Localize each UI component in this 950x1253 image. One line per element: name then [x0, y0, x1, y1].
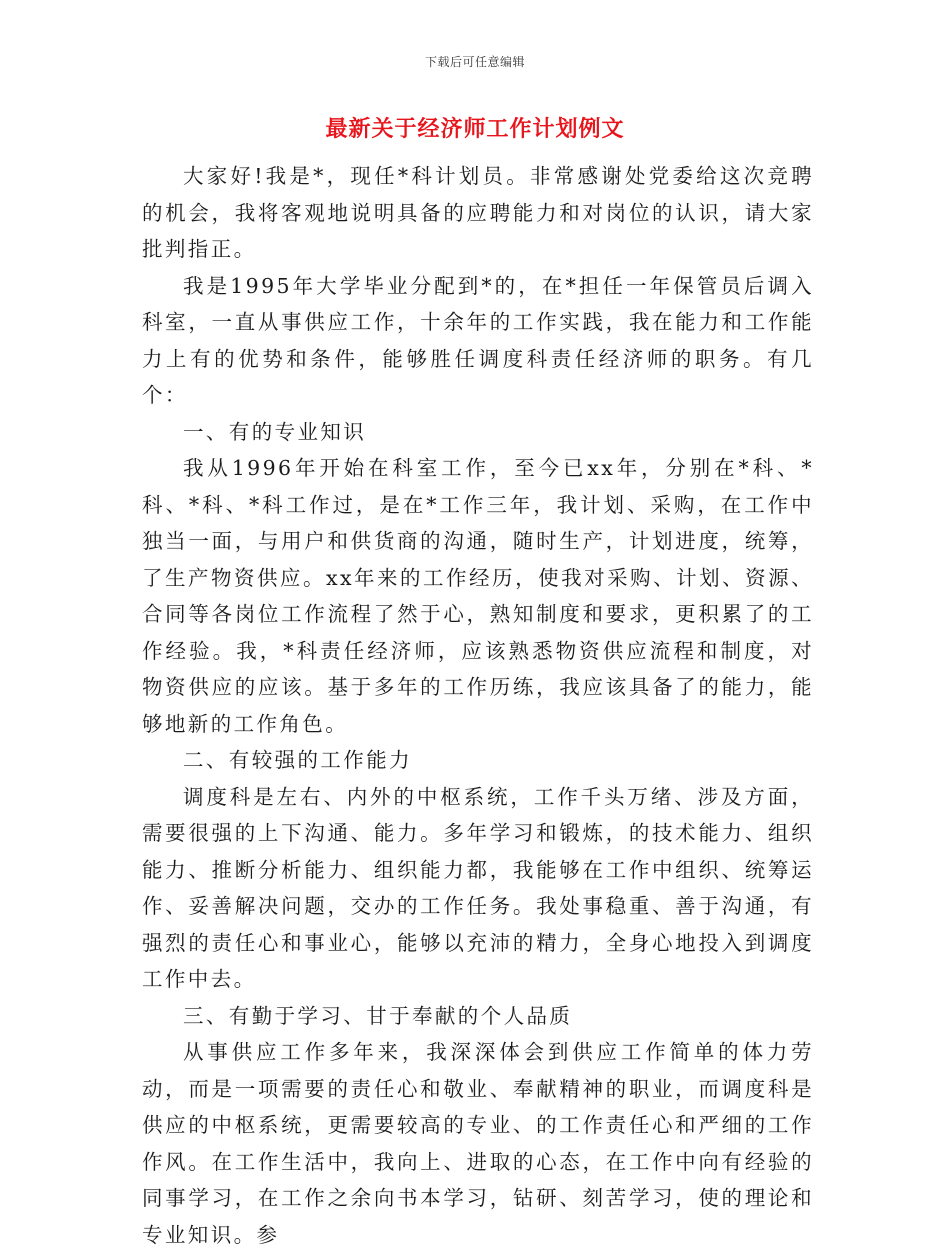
paragraph-quality: 从事供应工作多年来，我深深体会到供应工作简单的体力劳动，而是一项需要的责任心和敬业、奉献精神的职业，而调度科是供应的中枢系统，更需要较高的专业、的工作责任心和严细的工作作风。在工作生活中，我向上、进取的心态，在工作中向有经验的同事学习，在工作之余向书本学习，钻研、刻苦学习，使的理论和专业知识。参 [142, 1040, 814, 1247]
document-body [142, 158, 814, 1253]
paragraph-ability: 调度科是左右、内外的中枢系统，工作千头万绪、涉及方面，需要很强的上下沟通、能力。多年学习和锻炼，的技术能力、组织能力、推断分析能力、组织能力都，我能够在工作中组织、统筹运作、妥善解决问题，交办的工作任务。我处事稳重、善于沟通，有强烈的责任心和事业心，能够以充沛的精力，全身心地投入到调度工作中去。 [142, 784, 814, 991]
section-heading-1: 一、有的专业知识 [183, 419, 367, 444]
paragraph-background: 我是1995年大学毕业分配到*的，在*担任一年保管员后调入科室，一直从事供应工作，十余年的工作实践，我在能力和工作能力上有的优势和条件，能够胜任调度科责任经济师的职务。有几个： [142, 273, 814, 407]
paragraph-greeting: 大家好!我是*，现任*科计划员。非常感谢处党委给这次竞聘的机会，我将客观地说明具备的应聘能力和对岗位的认识，请大家批判指正。 [142, 164, 814, 261]
header-note: 下载后可任意编辑 [424, 55, 525, 69]
section-heading-3: 三、有勤于学习、甘于奉献的个人品质 [183, 1003, 573, 1028]
paragraph-knowledge: 我从1996年开始在科室工作，至今已xx年，分别在*科、*科、*科、*科工作过，是在*工作三年，我计划、采购，在工作中独当一面，与用户和供货商的沟通，随时生产，计划进度，统筹，了生产物资供应。xx年来的工作经历，使我对采购、计划、资源、合同等各岗位工作流程了然于心，熟知制度和要求，更积累了的工作经验。我，*科责任经济师，应该熟悉物资供应流程和制度，对物资供应的应该。基于多年的工作历练，我应该具备了的能力，能够地新的工作角色。 [142, 456, 814, 736]
document-title: 最新关于经济师工作计划例文 [325, 116, 625, 142]
section-heading-2: 二、有较强的工作能力 [183, 748, 412, 772]
